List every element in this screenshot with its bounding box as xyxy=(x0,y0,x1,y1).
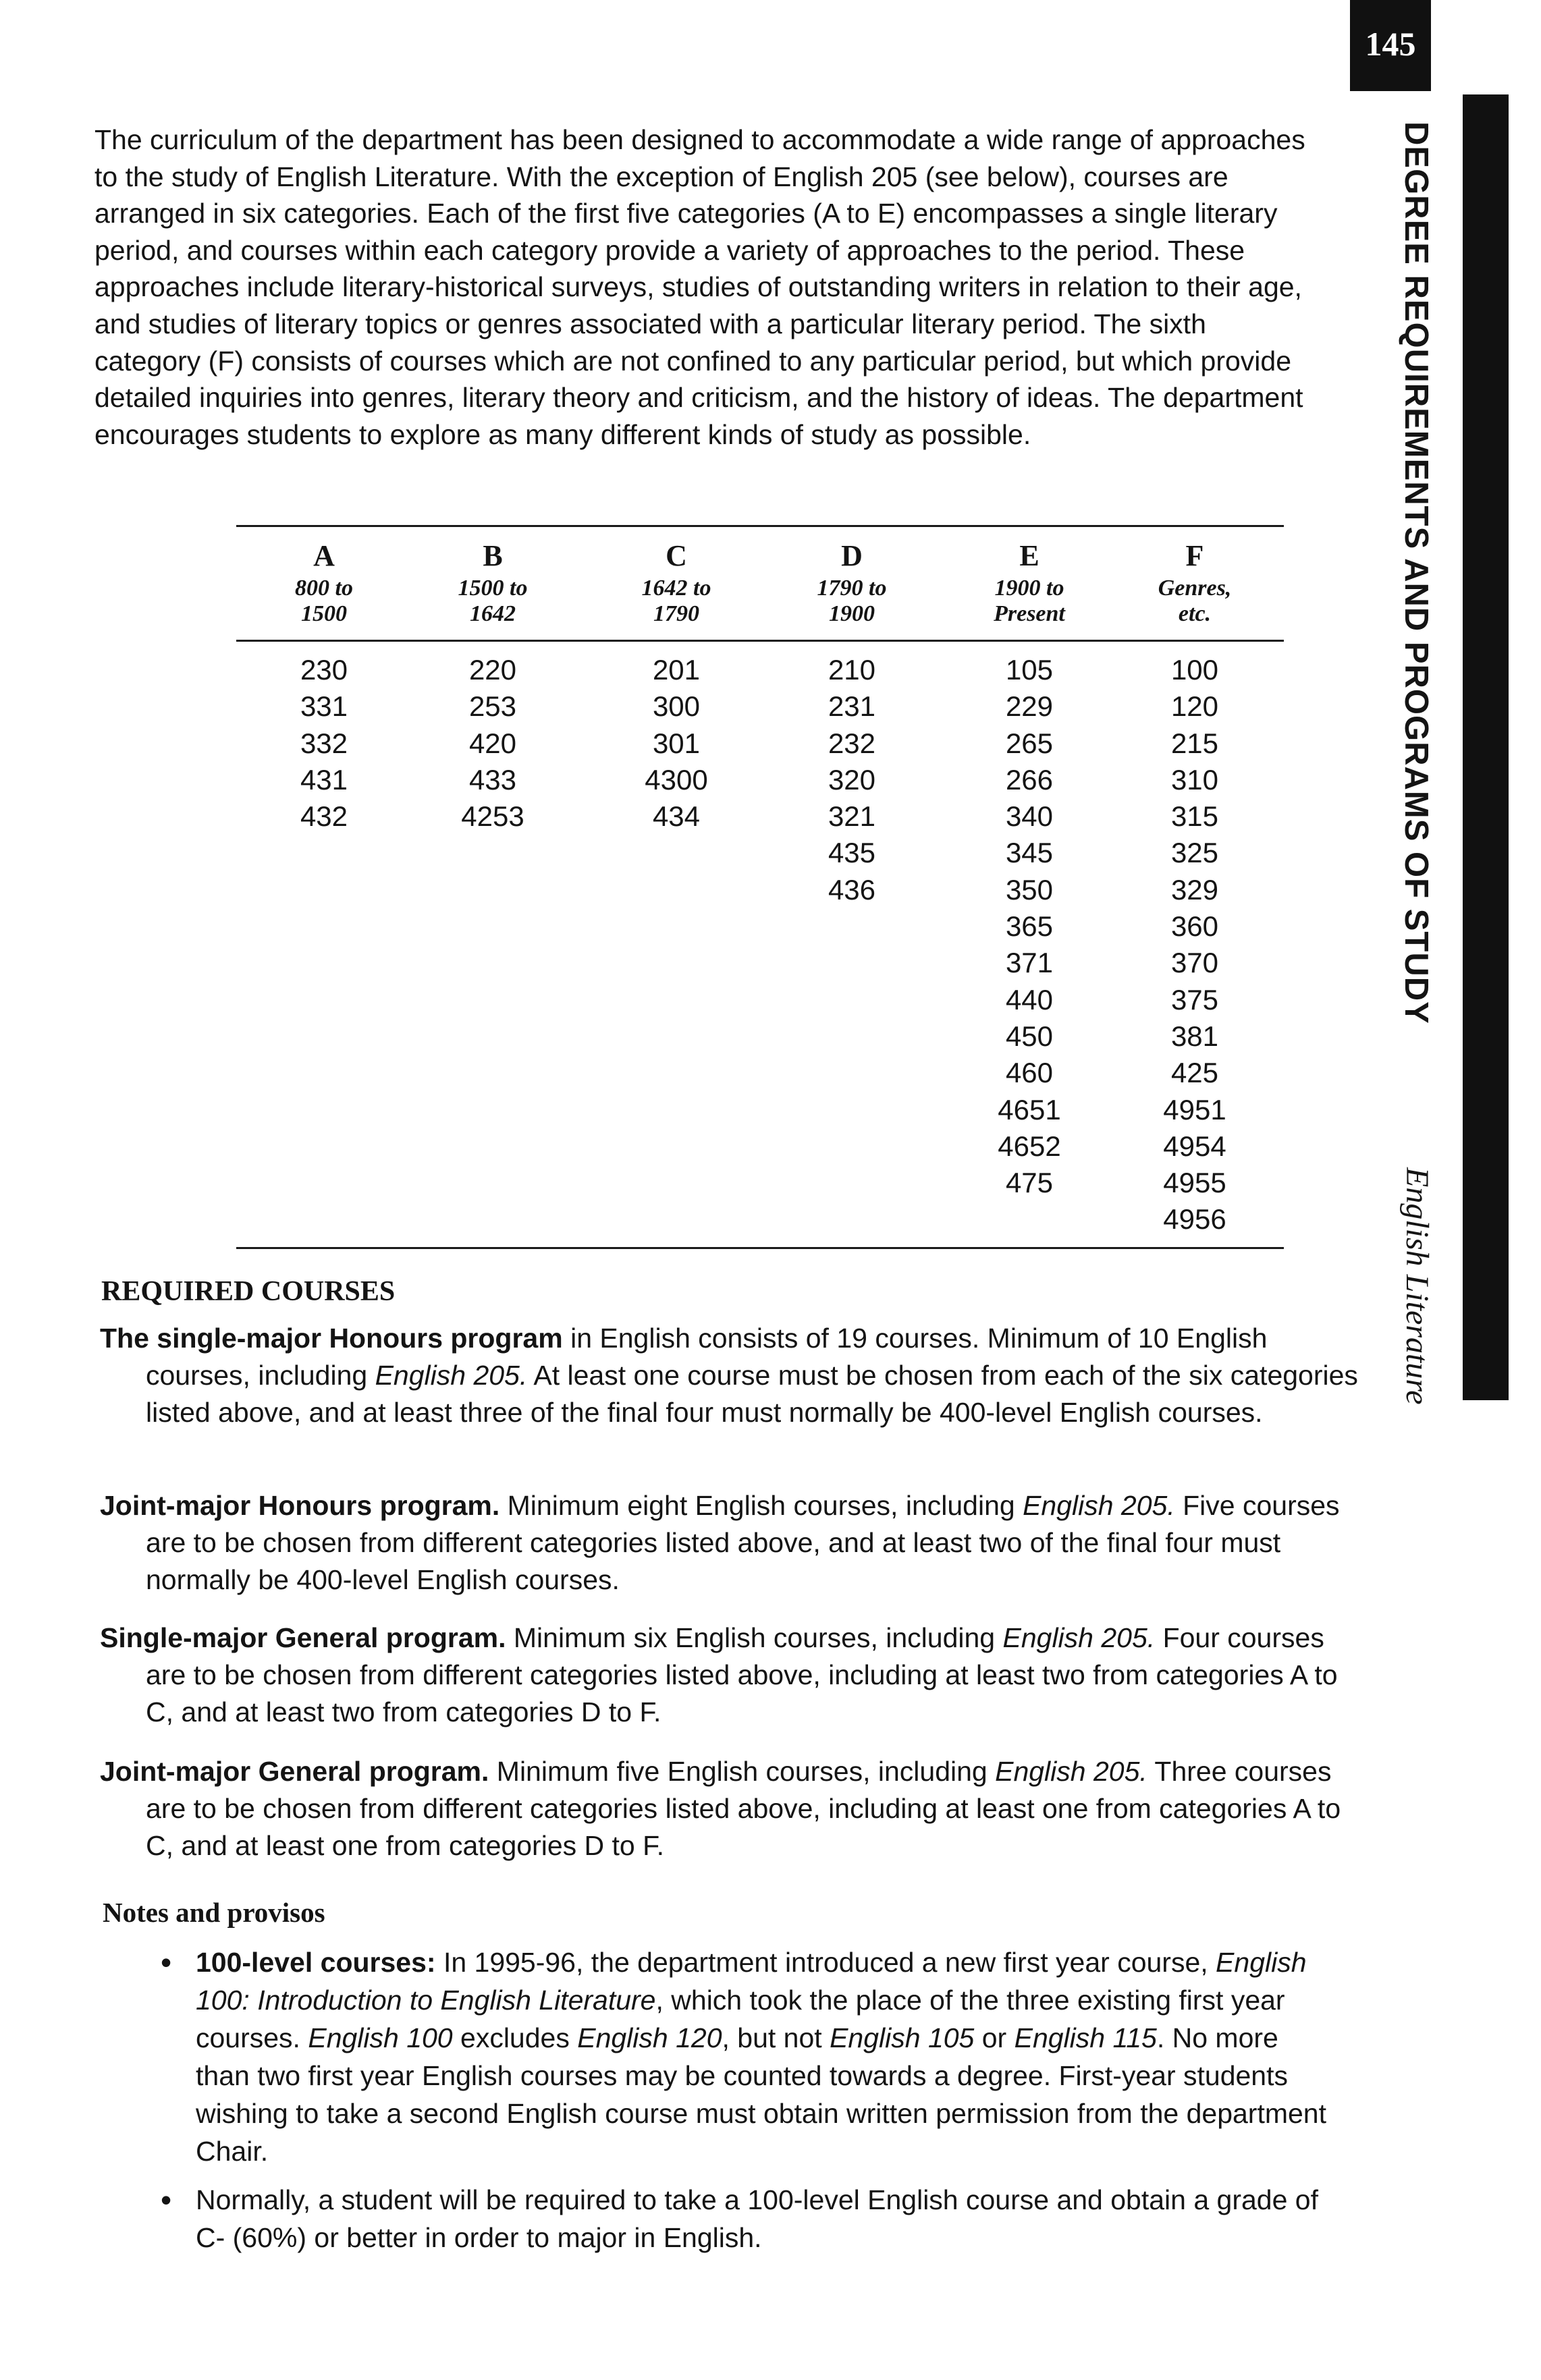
course-number: 266 xyxy=(1005,763,1054,796)
course-number: 4652 xyxy=(998,1130,1061,1162)
category-period xyxy=(942,576,1117,627)
course-number: 4651 xyxy=(998,1093,1061,1126)
course-number: 4300 xyxy=(645,763,708,796)
course-number: 315 xyxy=(1170,800,1219,833)
course-number: 425 xyxy=(1170,1057,1219,1089)
course-number: 105 xyxy=(1005,654,1054,686)
category-period xyxy=(589,576,764,627)
running-sidebar xyxy=(1357,94,1509,1405)
course-number: 450 xyxy=(1005,1020,1054,1052)
program-general-joint xyxy=(100,1753,1361,1864)
program-text: in English consists of 19 courses. Minimum of 10 English courses, including xyxy=(146,1323,1268,1391)
period-line: 1642 to xyxy=(641,576,711,601)
course-number: 4955 xyxy=(1163,1167,1226,1199)
course-number: 4956 xyxy=(1163,1203,1226,1236)
category-letter: E xyxy=(1019,539,1039,572)
note-item xyxy=(142,1943,1330,2170)
course-number: 100 xyxy=(1170,654,1219,686)
course-number: 201 xyxy=(652,654,701,686)
note-course: English 100: Introduction to English Literature xyxy=(196,1947,1307,2016)
course-number: 371 xyxy=(1005,947,1054,979)
course-number: 120 xyxy=(1170,690,1219,723)
category-letter: D xyxy=(841,539,863,572)
note-item xyxy=(142,2181,1330,2257)
course-number: 350 xyxy=(1005,873,1054,906)
course-number: 360 xyxy=(1170,910,1219,943)
course-number: 321 xyxy=(828,800,876,833)
program-honours-joint xyxy=(100,1487,1361,1599)
course-list xyxy=(236,652,412,835)
program-title: Joint-major General program. xyxy=(100,1756,489,1787)
course-list xyxy=(942,652,1117,1201)
category-table xyxy=(236,525,1284,1250)
category-letter: B xyxy=(483,539,503,572)
course-number: 229 xyxy=(1005,690,1054,723)
course-number: 232 xyxy=(828,727,876,759)
period-line: etc. xyxy=(1178,601,1212,626)
course-number: 460 xyxy=(1005,1057,1054,1089)
table-bottom-rule xyxy=(236,1247,1284,1249)
course-number: 332 xyxy=(300,727,348,759)
period-line: Genres, xyxy=(1158,576,1232,601)
course-list xyxy=(764,652,940,908)
course-number: 253 xyxy=(468,690,517,723)
note-course: English 100 xyxy=(308,2022,453,2053)
course-number: 325 xyxy=(1170,837,1219,869)
course-number: 436 xyxy=(828,873,876,906)
course-number: 301 xyxy=(652,727,701,759)
program-title: The single-major Honours program xyxy=(100,1323,563,1354)
program-text: Five courses are to be chosen from different categories listed above, and at least two of the final four must normally be 400-level English courses. xyxy=(146,1490,1340,1595)
note-text: , which took the place of the three existing first year courses. xyxy=(196,1985,1285,2053)
program-text: Three courses are to be chosen from different categories listed above, including at least one from categories A to C, and at least one from categories D to F. xyxy=(146,1756,1341,1861)
course-number: 381 xyxy=(1170,1020,1219,1052)
note-course: English 115 xyxy=(1014,2022,1157,2053)
course-number: 434 xyxy=(652,800,701,833)
note-course: English 120 xyxy=(577,2022,722,2053)
course-number: 340 xyxy=(1005,800,1054,833)
category-period xyxy=(236,576,412,627)
period-line: Present xyxy=(994,601,1065,626)
category-period xyxy=(764,576,940,627)
course-number: 420 xyxy=(468,727,517,759)
program-course: English 205. xyxy=(1002,1622,1156,1653)
period-line: 1642 xyxy=(470,601,516,626)
period-line: 1500 xyxy=(301,601,347,626)
note-text: or xyxy=(974,2022,1015,2053)
course-number: 435 xyxy=(828,837,876,869)
note-text: , but not xyxy=(722,2022,830,2053)
period-line: 1790 xyxy=(653,601,699,626)
course-number: 220 xyxy=(468,654,517,686)
running-subtitle: English Literature xyxy=(1399,1167,1435,1405)
period-line: 1500 to xyxy=(458,576,528,601)
course-number: 210 xyxy=(828,654,876,686)
course-number: 300 xyxy=(652,690,701,723)
course-number: 375 xyxy=(1170,983,1219,1016)
category-period xyxy=(405,576,580,627)
program-text: Minimum six English courses, including xyxy=(506,1622,1003,1653)
course-number: 345 xyxy=(1005,837,1054,869)
note-text: In 1995-96, the department introduced a new first year course, xyxy=(435,1947,1216,1978)
program-text: Minimum five English courses, including xyxy=(489,1756,996,1787)
intro-paragraph: The curriculum of the department has been designed to accommodate a wide range of approaches to the study of English Literature. With the exception of English 205 (see below), courses are arranged in six categories. Each of the first five categories (A to E) encompasses a single literary period, and courses within each category provide a variety of approaches to the period. These approaches include literary-historical surveys, studies of outstanding writers in relation to their age, and studies of literary topics or genres associated with a particular literary period. The sixth category (F) consists of courses which are not confined to any particular period, but which provide detailed inquiries into genres, literary theory and criticism, and the history of ideas. The department encourages students to explore as many different kinds of study as possible. xyxy=(94,124,1305,450)
notes-list xyxy=(142,1943,1330,2267)
category-letter: A xyxy=(313,539,335,572)
note-course: English 105 xyxy=(830,2022,975,2053)
course-number: 475 xyxy=(1005,1167,1054,1199)
note-text: excludes xyxy=(452,2022,578,2053)
required-courses-heading: REQUIRED COURSES xyxy=(101,1276,396,1307)
course-number: 329 xyxy=(1170,873,1219,906)
program-text: Minimum eight English courses, including xyxy=(499,1490,1023,1521)
course-number: 4253 xyxy=(461,800,524,833)
course-number: 440 xyxy=(1005,983,1054,1016)
course-number: 265 xyxy=(1005,727,1054,759)
program-text: Four courses are to be chosen from different categories listed above, including at least two from categories A to C, and at least two from categories D to F. xyxy=(146,1622,1338,1727)
course-number: 230 xyxy=(300,654,348,686)
category-period xyxy=(1107,576,1282,627)
program-honours-single xyxy=(100,1320,1361,1431)
course-number: 433 xyxy=(468,763,517,796)
course-number: 4954 xyxy=(1163,1130,1226,1162)
program-course: English 205. xyxy=(995,1756,1147,1787)
period-line: 800 to xyxy=(295,576,353,601)
course-number: 331 xyxy=(300,690,348,723)
course-number: 215 xyxy=(1170,727,1219,759)
bullet-icon: • xyxy=(161,2182,172,2217)
program-general-single xyxy=(100,1620,1361,1731)
note-title: 100-level courses: xyxy=(196,1947,436,1978)
program-title: Single-major General program. xyxy=(100,1622,506,1653)
page-number: 145 xyxy=(1350,0,1431,91)
category-letter: C xyxy=(666,539,687,572)
course-list xyxy=(589,652,764,835)
course-number: 431 xyxy=(300,763,348,796)
category-letter: F xyxy=(1185,539,1204,572)
program-title: Joint-major Honours program. xyxy=(100,1490,500,1521)
program-course: English 205. xyxy=(1023,1490,1175,1521)
table-top-rule xyxy=(236,525,1284,527)
period-line: 1790 to xyxy=(817,576,887,601)
sidebar-black-bar xyxy=(1463,94,1509,1400)
program-course: English 205. xyxy=(375,1360,528,1391)
course-list xyxy=(1107,652,1282,1238)
period-line: 1900 to xyxy=(994,576,1064,601)
course-number: 432 xyxy=(300,800,348,833)
program-text: At least one course must be chosen from each of the six categories listed above, and at least three of the final four must normally be 400-level English courses. xyxy=(146,1360,1358,1428)
course-number: 365 xyxy=(1005,910,1054,943)
course-number: 4951 xyxy=(1163,1093,1226,1126)
course-number: 310 xyxy=(1170,763,1219,796)
course-list xyxy=(405,652,580,835)
course-number: 370 xyxy=(1170,947,1219,979)
note-text: Normally, a student will be required to take a 100-level English course and obtain a grade of C- (60%) or better in order to major in English. xyxy=(196,2184,1318,2253)
running-title: DEGREE REQUIREMENTS AND PROGRAMS OF STUDY xyxy=(1398,121,1434,1024)
notes-heading: Notes and provisos xyxy=(103,1897,325,1928)
course-number: 320 xyxy=(828,763,876,796)
note-text: . No more than two first year English courses may be counted towards a degree. First-year students wishing to take a second English course must obtain written permission from the department Chair. xyxy=(196,2022,1326,2167)
bullet-icon: • xyxy=(161,1945,172,1980)
course-number: 231 xyxy=(828,690,876,723)
table-header-rule xyxy=(236,640,1284,642)
period-line: 1900 xyxy=(829,601,875,626)
